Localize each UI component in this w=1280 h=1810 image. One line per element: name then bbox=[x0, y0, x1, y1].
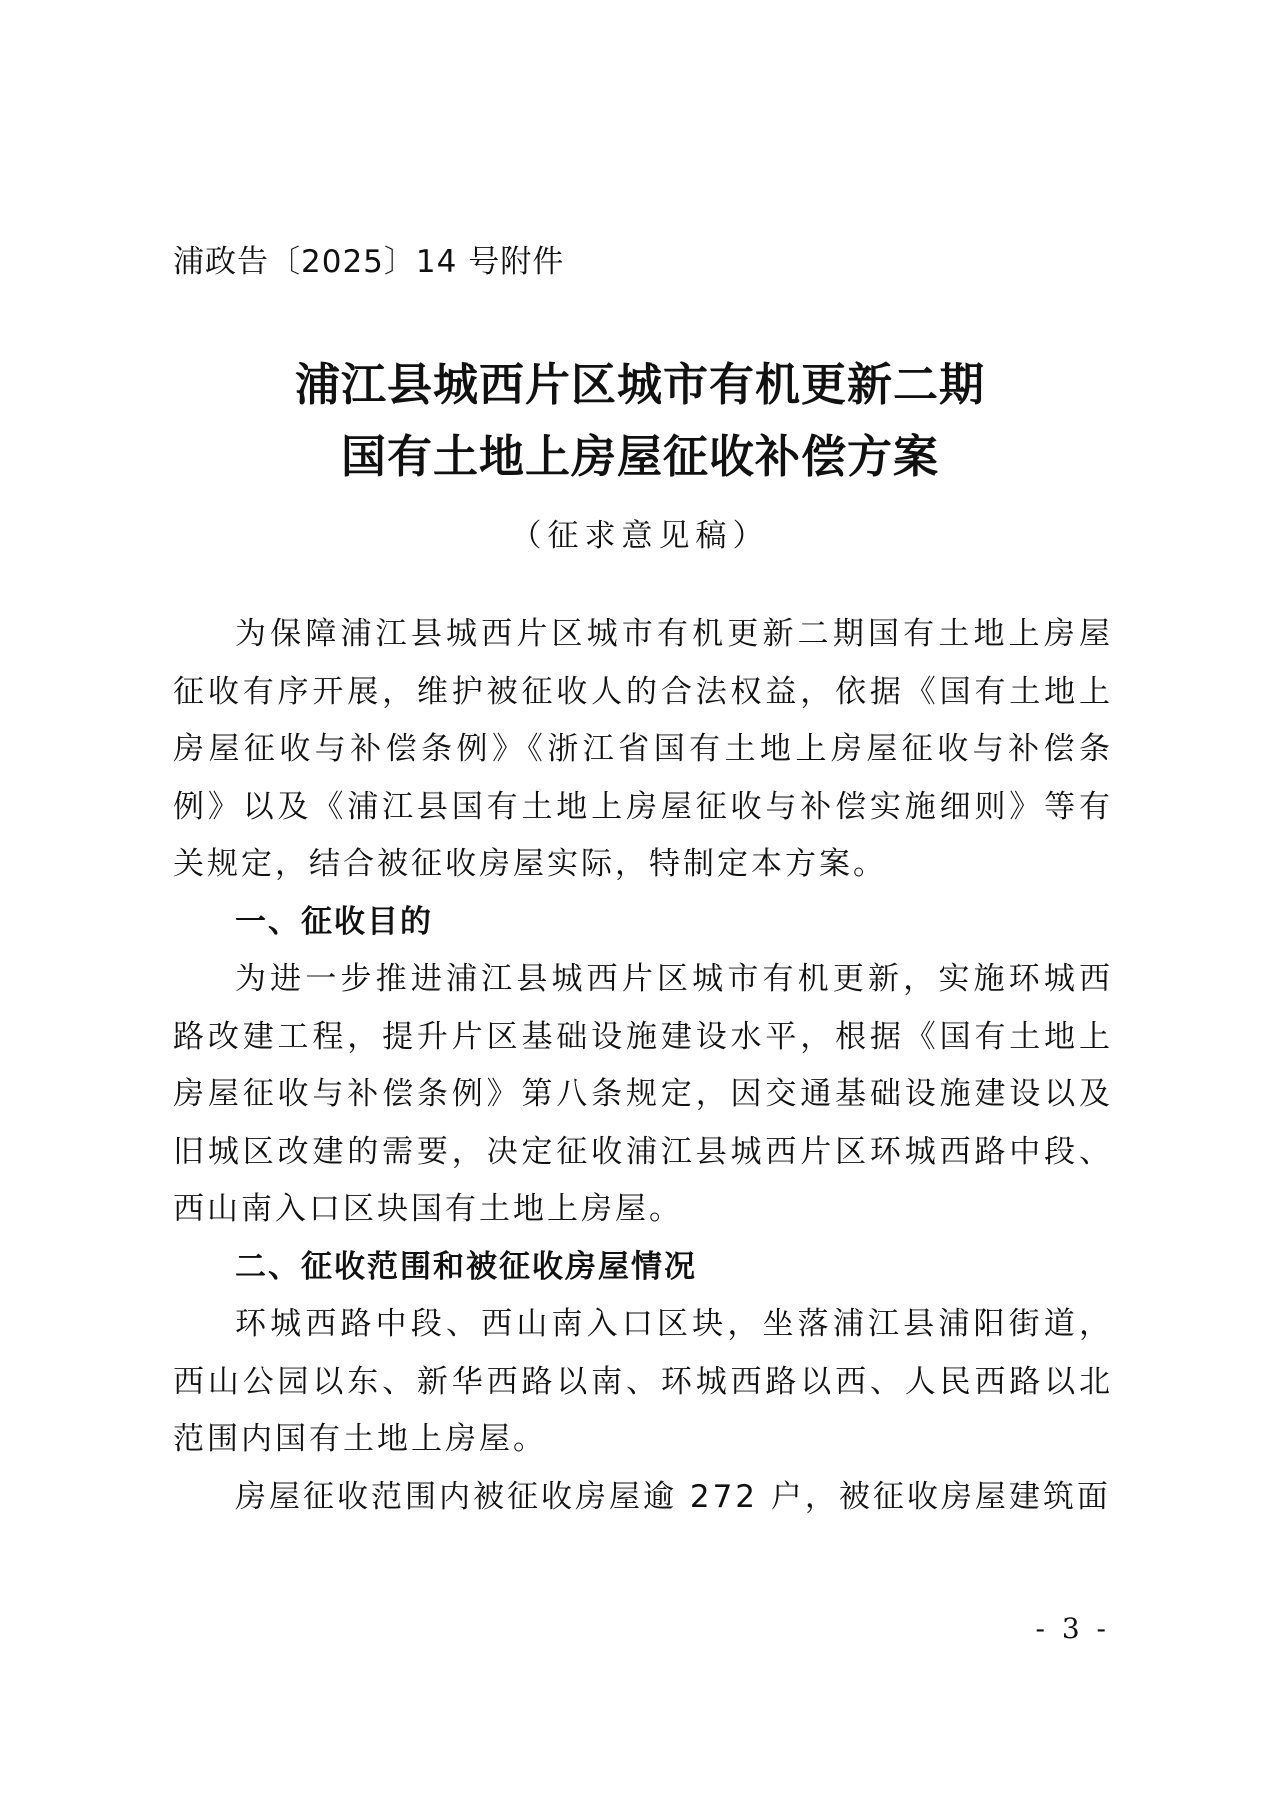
document-title-line-2: 国有土地上房屋征收补偿方案 bbox=[340, 430, 939, 483]
page-number: - 3 - bbox=[1035, 1612, 1110, 1645]
document-body bbox=[173, 606, 1113, 1526]
document-subtitle: （征求意见稿） bbox=[510, 518, 770, 554]
attachment-label: 浦政告〔2025〕14 号附件 bbox=[173, 244, 565, 280]
section-paragraph-households: 房屋征收范围内被征收房屋逾 272 户，被征收房屋建筑面 bbox=[235, 1478, 1111, 1515]
document-title-line-1: 浦江县城西片区城市有机更新二期 bbox=[294, 358, 985, 411]
section-paragraph-scope: 环城西路中段、西山南入口区块，坐落浦江县浦阳街道，西山公园以东、新华西路以南、环城西路以西、人民西路以北范围内国有土地上房屋。 bbox=[173, 1306, 1113, 1457]
intro-paragraph: 为保障浦江县城西片区城市有机更新二期国有土地上房屋征收有序开展，维护被征收人的合法权益，依据《国有土地上房屋征收与补偿条例》《浙江省国有土地上房屋征收与补偿条例》以及《浦江县国有土地上房屋征收与补偿实施细则》等有关规定，结合被征收房屋实际，特制定本方案。 bbox=[173, 616, 1113, 882]
section-paragraph-purpose: 为进一步推进浦江县城西片区城市有机更新，实施环城西路改建工程，提升片区基础设施建设水平，根据《国有土地上房屋征收与补偿条例》第八条规定，因交通基础设施建设以及旧城区改建的需要，决定征收浦江县城西片区环城西路中段、西山南入口区块国有土地上房屋。 bbox=[173, 961, 1113, 1227]
section-heading-purpose: 一、征收目的 bbox=[235, 903, 433, 940]
section-heading-scope: 二、征收范围和被征收房屋情况 bbox=[235, 1248, 697, 1285]
